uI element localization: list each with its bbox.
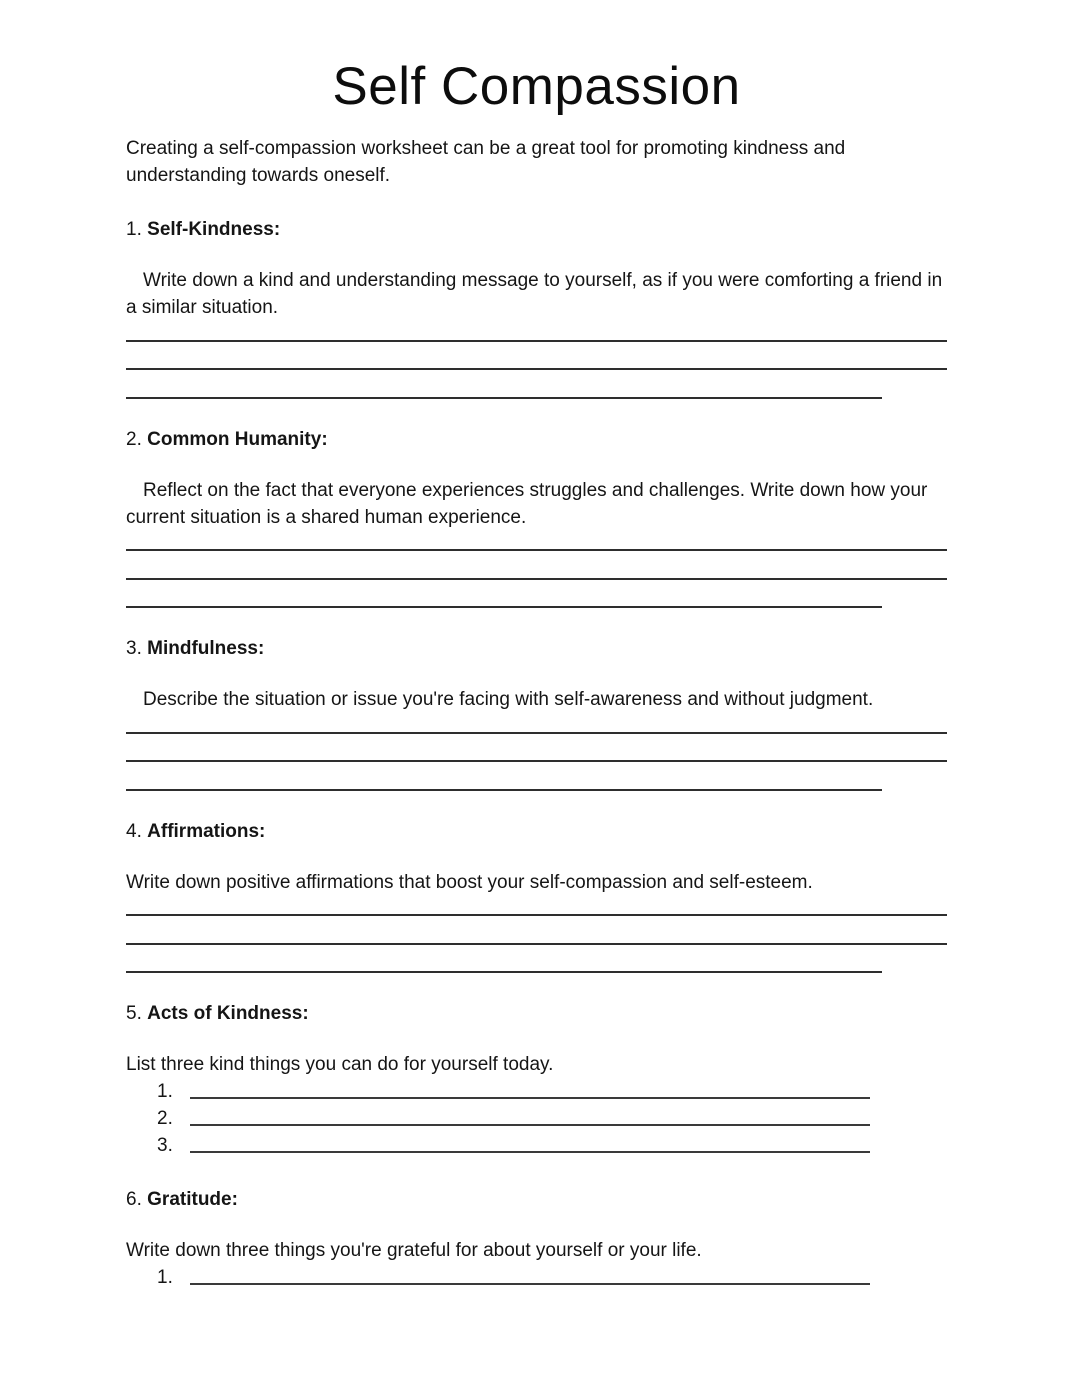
- item-number: 2.: [157, 1108, 173, 1129]
- write-line[interactable]: [126, 370, 882, 399]
- section-heading: [126, 635, 947, 662]
- section-heading-text: Acts of Kindness:: [147, 1003, 309, 1024]
- section-heading-text: Gratitude:: [147, 1189, 238, 1210]
- answer-area: [126, 888, 947, 974]
- intro-paragraph: Creating a self-compassion worksheet can be a great tool for promoting kindness and understanding towards oneself.: [126, 138, 846, 186]
- worksheet-section: [126, 1186, 947, 1291]
- answer-area: [126, 313, 947, 399]
- worksheet-section: [126, 635, 947, 791]
- section-number: 3.: [126, 638, 142, 659]
- item-number: 1.: [157, 1081, 173, 1102]
- write-line[interactable]: [126, 916, 947, 945]
- section-heading-text: Mindfulness:: [147, 638, 265, 659]
- section-number: 2.: [126, 428, 142, 450]
- worksheet-section: [126, 818, 947, 974]
- section-heading: [126, 818, 947, 845]
- numbered-item: [126, 1132, 947, 1159]
- answer-line[interactable]: [190, 1132, 870, 1153]
- answer-line[interactable]: [190, 1078, 870, 1099]
- answer-area: [126, 1264, 947, 1291]
- worksheet-section: [126, 1000, 947, 1159]
- section-number: 6.: [126, 1189, 142, 1210]
- answer-line[interactable]: [190, 1105, 870, 1126]
- section-number: 5.: [126, 1003, 142, 1024]
- section-prompt: Write down a kind and understanding message to yourself, as if you were comforting a friend in a similar situation.: [126, 270, 943, 318]
- section-prompt: List three kind things you can do for yourself today.: [126, 1054, 554, 1075]
- numbered-item: [126, 1105, 947, 1132]
- section-prompt: Write down positive affirmations that boost your self-compassion and self-esteem.: [126, 871, 813, 893]
- section-heading-text: Common Humanity:: [147, 428, 328, 450]
- write-line[interactable]: [126, 342, 947, 371]
- section-prompt: Write down three things you're grateful for about yourself or your life.: [126, 1240, 702, 1261]
- section-heading: [126, 1186, 947, 1213]
- section-heading: [126, 1000, 947, 1027]
- write-line[interactable]: [126, 762, 882, 791]
- worksheet-section: [126, 426, 947, 609]
- answer-area: [126, 705, 947, 791]
- write-line[interactable]: [126, 580, 882, 609]
- write-line[interactable]: [126, 551, 947, 580]
- section-heading: [126, 216, 947, 243]
- worksheet-section: [126, 216, 947, 399]
- numbered-item: [126, 1264, 947, 1291]
- section-number: 1.: [126, 219, 142, 240]
- section-prompt: Reflect on the fact that everyone experiences struggles and challenges. Write down how your current situation is a shared human experience.: [126, 479, 928, 528]
- item-number: 3.: [157, 1135, 173, 1156]
- section-heading-text: Affirmations:: [147, 820, 266, 842]
- section-prompt: Describe the situation or issue you're facing with self-awareness and without judgment.: [143, 689, 874, 710]
- section-heading-text: Self-Kindness:: [147, 219, 281, 240]
- answer-area: [126, 1078, 947, 1159]
- section-heading: [126, 426, 947, 453]
- page-title: Self Compassion: [332, 57, 741, 116]
- answer-line[interactable]: [190, 1264, 870, 1285]
- sections-container: [126, 216, 947, 1291]
- section-number: 4.: [126, 820, 142, 842]
- answer-area: [126, 523, 947, 609]
- item-number: 1.: [157, 1267, 173, 1288]
- write-line[interactable]: [126, 734, 947, 763]
- numbered-item: [126, 1078, 947, 1105]
- write-line[interactable]: [126, 945, 882, 974]
